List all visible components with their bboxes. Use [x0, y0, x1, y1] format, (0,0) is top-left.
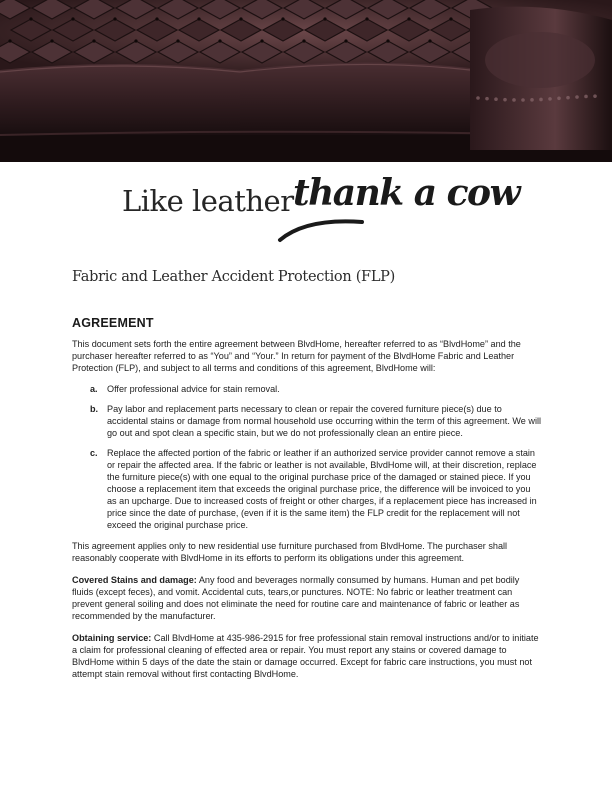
- service-paragraph: [72, 632, 542, 680]
- coverage-list: [72, 383, 542, 531]
- list-item-text: Replace the affected portion of the fabric or leather if an authorized service provider cannot remove a stain or repair the affected area. If the fabric or leather is not available, BlvdHome will, at their discretion, replace the furniture piece(s) with one equal to the original purchase price of the damaged or stained piece. If you choose a replacement item that exceeds the original purchase price, the difference will be invoiced to you as an upcharge. Due to increased costs of freight or other charges, if a replacement piece has increased in price since the date of purchase, (even if it is the same item) the FLP credit for the replacement will not exceed the original purchase price.: [107, 448, 537, 530]
- agreement-body: [72, 316, 542, 680]
- covered-label: Covered Stains and damage:: [72, 575, 197, 585]
- list-marker: b.: [90, 404, 99, 414]
- leather-sofa-photo: [0, 0, 612, 162]
- document-title: Fabric and Leather Accident Protection (FLP): [72, 269, 395, 285]
- service-text: Call BlvdHome at 435-986-2915 for free professional stain removal instructions and/or to initiate a claim for professional cleaning of effected area or repair. You must report any stains or covered damage to BlvdHome within 5 days of the date the stain or damage occurred. Except for fabric care instructions, you must not attempt stain removal without first contacting BlvdHome.: [72, 633, 539, 679]
- list-item-text: Pay labor and replacement parts necessary to clean or repair the covered furniture piece(s) due to accidental stains or damage from normal household use occurring within the term of this agreement. We will go out and spot clean a specific stain, but we do not professionally clean an entire piece.: [107, 404, 542, 438]
- tufted-back: [0, 0, 513, 63]
- section-heading: AGREEMENT: [72, 316, 154, 330]
- applies-paragraph: This agreement applies only to new residential use furniture purchased from BlvdHome. The purchaser shall reasonably cooperate with BlvdHome in its efforts to perform its obligations under this agreement.: [72, 541, 508, 563]
- covered-paragraph: [72, 574, 542, 622]
- headline-script-text: thank a cow: [293, 172, 520, 214]
- headline: [0, 172, 612, 252]
- list-item-text: Offer professional advice for stain removal.: [107, 384, 280, 394]
- headline-serif-text: Like leather: [122, 184, 294, 218]
- covered-text: Any food and beverages normally consumed by humans. Human and pet bodily fluids (except feces), and vomit. Accidental cuts, tears,or punctures. NOTE: No fabric or leather treatment can prevent general soiling and does not eliminate the need for routine care and maintenance of fabric or leather as recommended by the manufacturer.: [72, 575, 520, 621]
- service-label: Obtaining service:: [72, 633, 152, 643]
- list-marker: c.: [90, 448, 98, 458]
- list-item: [90, 403, 542, 439]
- intro-paragraph: This document sets forth the entire agreement between BlvdHome, hereafter referred to as “BlvdHome” and the purchaser hereafter referred to as “You” and “Your.” In return for payment of the BlvdHome Fabric and Leather Protection (FLP), and subject to all terms and conditions of this agreement, BlvdHome will:: [72, 339, 521, 373]
- list-item: [90, 447, 542, 531]
- list-item: [90, 383, 542, 395]
- list-marker: a.: [90, 384, 98, 394]
- swoosh-underline: [276, 214, 366, 244]
